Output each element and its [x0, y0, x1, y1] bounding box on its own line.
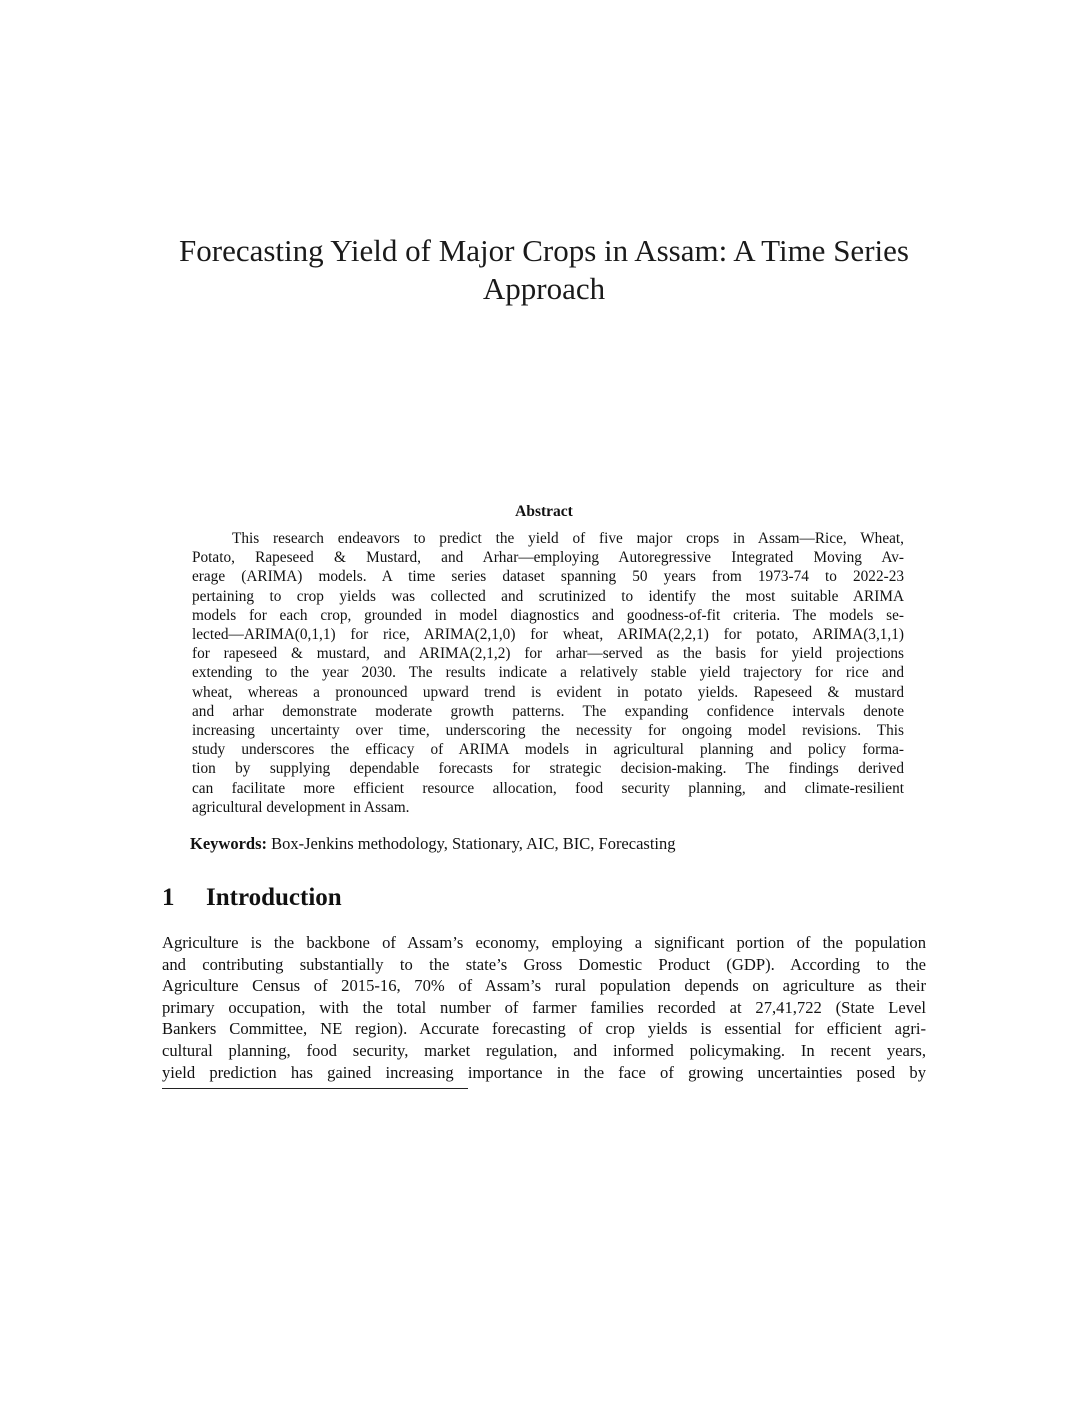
abstract-line: study underscores the efficacy of ARIMA models in agricultural planning and policy forma-: [192, 741, 904, 759]
section-number: 1: [162, 884, 175, 911]
abstract-line: lected—ARIMA(0,1,1) for rice, ARIMA(2,1,0) for wheat, ARIMA(2,2,1) for potato, ARIMA(3,1,1): [192, 626, 904, 644]
abstract-line: agricultural development in Assam.: [192, 798, 410, 816]
abstract-line: models for each crop, grounded in model diagnostics and goodness-of-fit criteria. The models se-: [192, 606, 904, 624]
keywords-label: Keywords:: [190, 834, 267, 853]
paper-title: [100, 232, 988, 308]
keywords-text: Box-Jenkins methodology, Stationary, AIC, BIC, Forecasting: [271, 834, 676, 853]
paragraph-line: Bankers Committee, NE region). Accurate forecasting of crop yields is essential for efficient agri-: [162, 1019, 926, 1039]
abstract-line: tion by supplying dependable forecasts for strategic decision-making. The findings derived: [192, 760, 904, 778]
paragraph-line: Agriculture is the backbone of Assam’s economy, employing a significant portion of the population: [162, 933, 926, 952]
abstract-line: and arhar demonstrate moderate growth patterns. The expanding confidence intervals denote: [192, 702, 904, 720]
abstract-line: for rapeseed & mustard, and ARIMA(2,1,2) for arhar—served as the basis for yield projections: [192, 645, 904, 663]
paragraph-line: yield prediction has gained increasing importance in the face of growing uncertainties posed by: [162, 1062, 926, 1082]
abstract-line: can facilitate more efficient resource allocation, food security planning, and climate-resilient: [192, 779, 904, 797]
abstract-line: Potato, Rapeseed & Mustard, and Arhar—employing Autoregressive Integrated Moving Av-: [192, 549, 904, 567]
abstract-line: This research endeavors to predict the yield of five major crops in Assam—Rice, Wheat,: [232, 530, 904, 547]
abstract-line: extending to the year 2030. The results indicate a relatively stable yield trajectory for rice and: [192, 664, 904, 682]
title-line: Forecasting Yield of Major Crops in Assam: A Time Series: [179, 233, 909, 268]
abstract-body: [192, 529, 904, 817]
abstract-heading: Abstract: [515, 503, 573, 520]
abstract-line: pertaining to crop yields was collected and scrutinized to identify the most suitable ARIMA: [192, 587, 904, 605]
section-title: Introduction: [206, 884, 342, 911]
keywords: [190, 834, 676, 854]
abstract-line: erage (ARIMA) models. A time series dataset spanning 50 years from 1973-74 to 2022-23: [192, 568, 904, 586]
abstract-line: increasing uncertainty over time, underscoring the necessity for ongoing model revisions. This: [192, 722, 904, 740]
paragraph-line: and contributing substantially to the state’s Gross Domestic Product (GDP). According to the: [162, 954, 926, 974]
title-line: Approach: [482, 271, 606, 306]
paragraph-line: cultural planning, food security, market regulation, and informed policymaking. In recent years,: [162, 1040, 926, 1060]
introduction-paragraph: [162, 932, 926, 1083]
paragraph-line: Agriculture Census of 2015-16, 70% of Assam’s rural population depends on agriculture as their: [162, 976, 926, 996]
abstract-line: wheat, whereas a pronounced upward trend is evident in potato yields. Rapeseed & mustard: [192, 683, 904, 701]
footnote-rule: [162, 1088, 468, 1089]
paragraph-line: primary occupation, with the total number of farmer families recorded at 27,41,722 (State Level: [162, 997, 926, 1017]
section-heading: [162, 884, 342, 912]
